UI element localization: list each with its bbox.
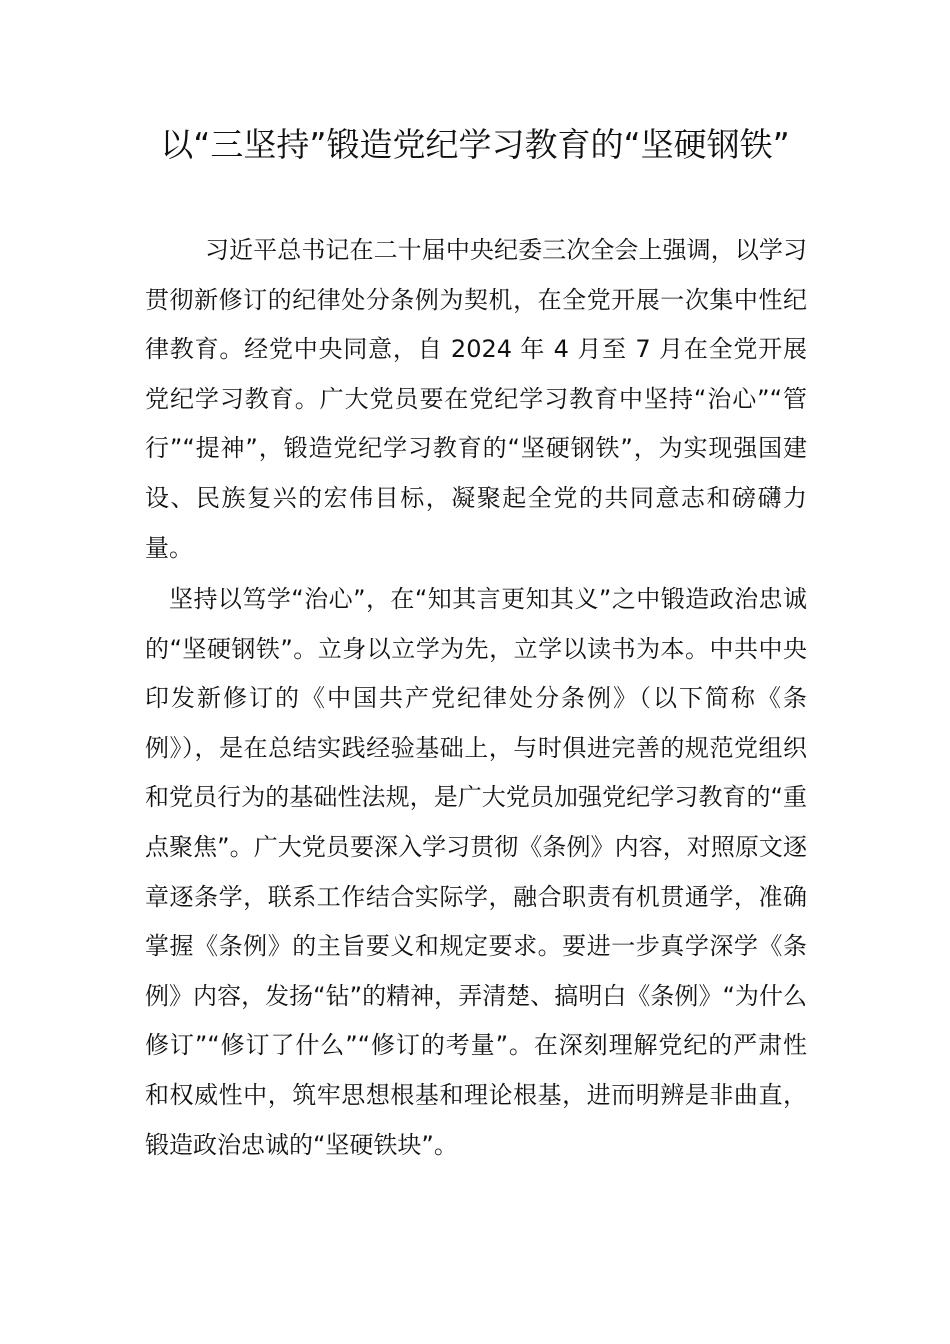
paragraph-intro: 习近平总书记在二十届中央纪委三次全会上强调，以学习贯彻新修订的纪律处分条例为契机，在全党开展一次集中性纪律教育。经党中央同意，自 2024 年 4 月至 7 月在全党开展党纪学习教育。广大党员要在党纪学习教育中坚持“治心”“管行”“提神”，锻造党纪学习教育的“坚硬钢铁”，为实现强国建设、民族复兴的宏伟目标，凝聚起全党的共同意志和磅礴力量。 xyxy=(145,236,807,562)
paragraph-section-one: 坚持以笃学“治心”，在“知其言更知其义”之中锻造政治忠诚的“坚硬钢铁”。立身以立学为先，立学以读书为本。中共中央印发新修订的《中国共产党纪律处分条例》（以下简称《条例》），是在总结实践经验基础上，与时俱进完善的规范党组织和党员行为的基础性法规，是广大党员加强党纪学习教育的“重点聚焦”。广大党员要深入学习贯彻《条例》内容，对照原文逐章逐条学，联系工作结合实际学，融合职责有机贯通学，准确掌握《条例》的主旨要义和规定要求。要进一步真学深学《条例》内容，发扬“钻”的精神，弄清楚、搞明白《条例》“为什么修订”“修订了什么”“修订的考量”。在深刻理解党纪的严肃性和权威性中，筑牢思想根基和理论根基，进而明辨是非曲直，锻造政治忠诚的“坚硬铁块”。 xyxy=(145,585,807,1159)
document-title: 以“三坚持”锻造党纪学习教育的“坚硬钢铁” xyxy=(160,125,790,164)
